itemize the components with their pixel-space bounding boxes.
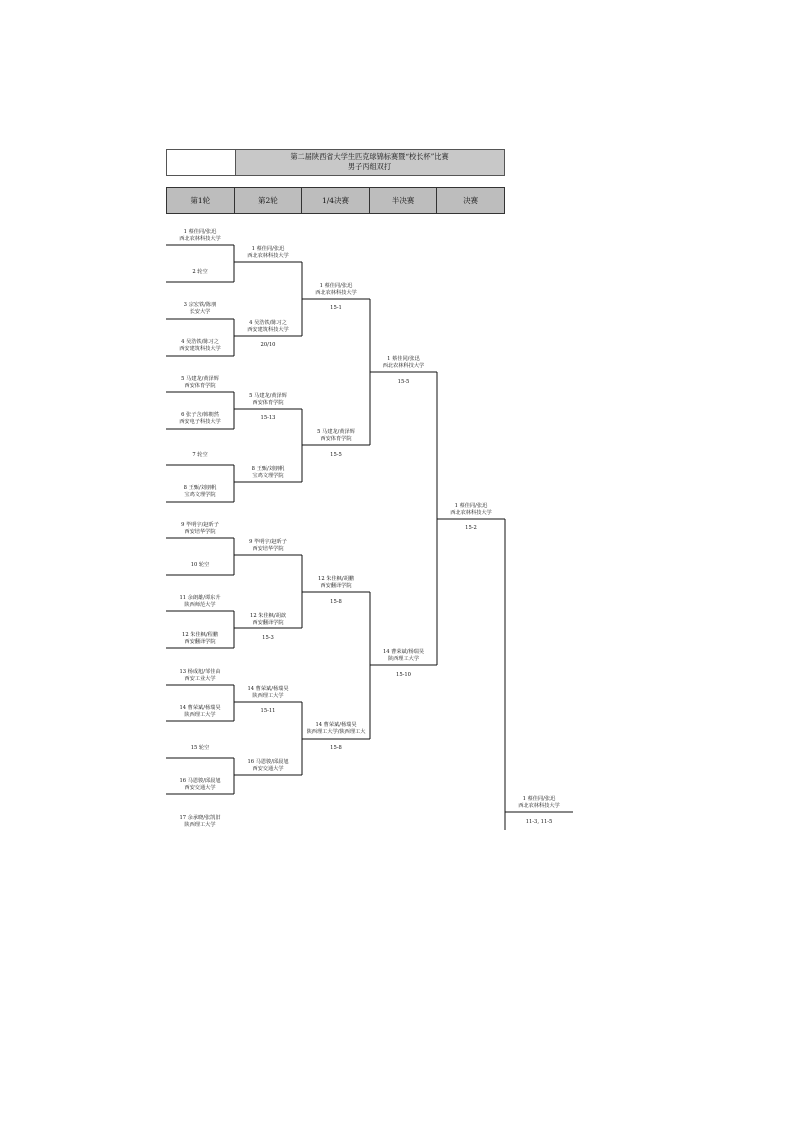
sf-entry-school: 陕西理工大学: [387, 656, 420, 662]
qf-entry: [302, 283, 370, 297]
r1-entry-name: 5 马建龙/黄泽辉: [181, 376, 219, 382]
r1-entry: [166, 522, 234, 536]
r1-entry: [166, 632, 234, 646]
r2-score: 15-3: [262, 635, 274, 641]
r2-entry: [234, 466, 302, 480]
r1-entry-name: 7 轮空: [192, 452, 208, 458]
r2-entry-school: 西北农林科技大学: [247, 253, 289, 259]
r2-entry: [234, 759, 302, 773]
r2-entry-name: 1 蔡佳同/张迅: [251, 246, 285, 252]
qf-entry: [302, 576, 370, 590]
r1-entry-name: 15 轮空: [190, 745, 210, 751]
r1-entry: [166, 412, 234, 426]
r1-entry: [166, 669, 234, 683]
r1-entry-name: 10 轮空: [190, 562, 210, 568]
r1-entry-name: 6 张子含/韩朝然: [181, 412, 219, 418]
champion-entry: [505, 796, 573, 810]
r2-entry-name: 12 朱佳枫/胡歆: [250, 613, 286, 619]
r1-entry-school: 西安工业大学: [184, 676, 216, 682]
r1-entry: [166, 778, 234, 792]
r1-entry: [166, 452, 234, 459]
round-header-5: 决赛: [463, 196, 479, 205]
title-line-2: 男子丙组双打: [347, 162, 392, 171]
r2-score: 15-13: [260, 415, 276, 421]
r1-entry: [166, 269, 234, 276]
r1-entry: [166, 562, 234, 569]
r2-entry: [234, 320, 302, 334]
r2-entry: [234, 686, 302, 700]
r1-entry-school: 陕西理工大学: [184, 822, 216, 828]
qf-entry-school: 西安体育学院: [320, 436, 352, 442]
round-header-1: 第1轮: [167, 188, 235, 213]
r1-entry-name: 1 蔡佳同/张迅: [183, 229, 217, 235]
r2-score: 20/10: [260, 342, 276, 348]
qf-score: 15-8: [330, 599, 342, 605]
r2-entry-name: 14 曹荣斌/杨瑞昊: [247, 686, 289, 692]
r2-entry-name: 8 王甄/刘朋帆: [251, 466, 285, 472]
qf-score: 15-1: [330, 305, 342, 311]
qf-entry-school: 西安翻译学院: [320, 583, 352, 589]
r1-entry-name: 9 毕明宇/赵昕子: [181, 522, 219, 528]
r2-entry: [234, 246, 302, 260]
r1-entry-school: 西安培华学院: [184, 529, 216, 535]
r1-entry-name: 8 王甄/刘朋帆: [183, 485, 217, 491]
qf-entry-name: 5 马建龙/黄泽辉: [317, 429, 355, 435]
round-header-3: 1/4决赛: [302, 188, 370, 213]
r1-entry-name: 17 余承晓/张凯旧: [179, 815, 221, 821]
r1-entry-school: 长安大学: [189, 309, 211, 315]
r1-entry: [166, 485, 234, 499]
r1-entry: [166, 745, 234, 752]
qf-entry-name: 1 蔡佳同/张迅: [319, 283, 353, 289]
r1-entry-name: 12 朱佳枫/程鹏: [182, 632, 218, 638]
r2-entry-school: 西安翻译学院: [252, 620, 284, 626]
r2-entry-school: 西安培华学院: [252, 546, 284, 552]
r2-entry-school: 陕西理工大学: [252, 693, 284, 699]
r2-entry-school: 西安建筑科技大学: [247, 327, 289, 333]
r1-entry: [166, 815, 234, 829]
champion-score: 11-3, 11-5: [525, 819, 553, 825]
r1-entry: [166, 229, 234, 243]
r1-entry-school: 宝鸡文理学院: [184, 492, 216, 498]
r1-entry-school: 西北农林科技大学: [179, 236, 221, 242]
r2-entry-name: 5 马建龙/黄泽辉: [249, 393, 287, 399]
sf-entry-school: 西北农林科技大学: [382, 363, 425, 369]
qf-entry-school: 陕西理工大学/陕西理工大: [306, 729, 366, 735]
champion-name: 1 蔡佳同/张迅: [522, 796, 556, 802]
qf-entry: [302, 722, 370, 736]
r1-entry-school: 陕西师范大学: [184, 602, 216, 608]
r2-entry-school: 宝鸡文理学院: [252, 473, 284, 479]
qf-entry: [302, 429, 370, 443]
r1-entry-name: 3 宗宏铁/陈朋: [183, 302, 217, 308]
r2-entry: [234, 613, 302, 627]
r1-entry-school: 西安建筑科技大学: [179, 346, 221, 352]
r2-entry-name: 9 毕明宇/赵昕子: [249, 539, 287, 545]
r1-entry: [166, 339, 234, 353]
sf-score: 15-10: [396, 672, 411, 678]
qf-entry-name: 14 曹荣斌/杨瑞昊: [315, 722, 357, 728]
r2-entry-name: 4 吴浩铁/陈习之: [249, 320, 287, 326]
final-entry-name: 1 蔡佳同/张迅: [454, 503, 488, 509]
r1-entry-school: 西安电子科技大学: [179, 419, 221, 425]
r1-entry-name: 4 吴浩铁/陈习之: [181, 339, 219, 345]
sf-entry: [370, 649, 437, 663]
r2-entry: [234, 393, 302, 407]
r1-entry-school: 陕西理工大学: [184, 712, 216, 718]
r1-entry-name: 11 余朗雄/谭东升: [179, 595, 221, 601]
r2-score: 15-11: [260, 708, 276, 714]
qf-entry-name: 12 朱佳枫/胡鹏: [318, 576, 354, 582]
r1-entry: [166, 705, 234, 719]
r1-entry-name: 13 杨成旭/邹佳由: [179, 669, 221, 675]
r1-entry-name: 16 马恩骏/邱晨旭: [179, 778, 221, 784]
champion-school: 西北农林科技大学: [518, 803, 560, 809]
r2-entry: [234, 539, 302, 553]
sf-entry-name: 14 曹荣斌/杨瑞昊: [382, 649, 425, 655]
final-entry-school: 西北农林科技大学: [450, 510, 492, 516]
final-entry: [437, 503, 505, 517]
qf-score: 15-8: [330, 745, 342, 751]
r1-entry: [166, 376, 234, 390]
round-header-2: 第2轮: [235, 188, 303, 213]
r2-entry-name: 16 马恩骏/邱晨旭: [247, 759, 289, 765]
sf-entry: [370, 356, 437, 370]
r1-entry: [166, 595, 234, 609]
qf-score: 15-5: [330, 452, 342, 458]
qf-entry-school: 西北农林科技大学: [315, 290, 357, 296]
sf-score: 15-5: [397, 379, 410, 385]
r1-entry-name: 14 曹荣斌/杨瑞昊: [179, 705, 221, 711]
r1-entry: [166, 302, 234, 316]
r2-entry-school: 西安体育学院: [252, 400, 284, 406]
r1-entry-school: 西安交通大学: [184, 785, 216, 791]
title-line-1: 第二届陕西省大学生匹克球锦标赛暨“校长杯”比赛: [290, 152, 449, 161]
final-score: 15-2: [465, 525, 477, 531]
sf-entry-name: 1 蔡佳同/张迅: [387, 356, 420, 362]
r2-entry-school: 西安交通大学: [252, 766, 284, 772]
r1-entry-school: 西安翻译学院: [184, 639, 216, 645]
r1-entry-school: 西安体育学院: [184, 383, 216, 389]
round-header-4: 半决赛: [370, 188, 438, 213]
r1-entry-name: 2 轮空: [192, 269, 208, 275]
